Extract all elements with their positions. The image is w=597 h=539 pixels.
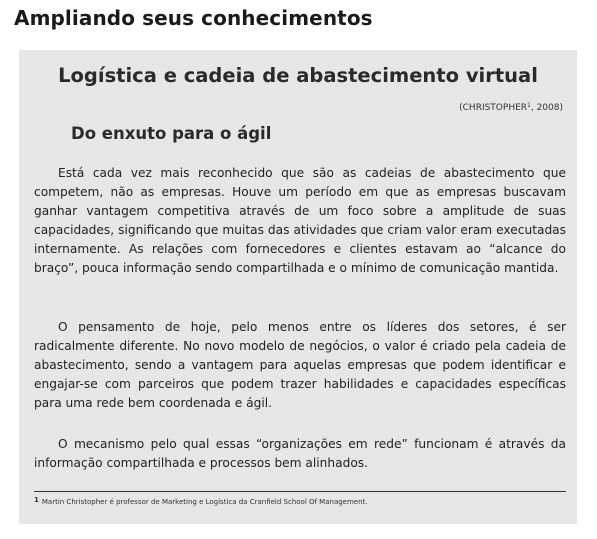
box-title: Logística e cadeia de abastecimento virtual <box>58 64 538 87</box>
footnote-text: Martin Christopher é professor de Marketing e Logística da Cranfield School Of Management. <box>41 498 368 506</box>
citation-author: (CHRISTOPHER <box>459 103 528 113</box>
paragraph-1: Está cada vez mais reconhecido que são as cadeias de abastecimento que competem, não as empresas. Houve um período em que as empresas buscavam ganhar vantagem competitiva através de um foco sobre a amplitude de suas capacidades, significando que muitas das atividades que criam valor eram executadas internamente. As relações com fornecedores e clientes estavam ao “alcance do braço”, pouca informação sendo compartilhada e o mínimo de comunicação mantida. <box>34 166 566 275</box>
subtitle: Do enxuto para o ágil <box>71 124 272 143</box>
paragraph-3: O mecanismo pelo qual essas “organizações em rede” funcionam é através da informação compartilhada e processos bem alinhados. <box>34 437 566 470</box>
footnote <box>34 496 368 506</box>
citation-footnote-ref: 1 <box>527 102 531 109</box>
citation <box>459 102 563 113</box>
footnote-number: 1 <box>34 496 39 504</box>
footnote-divider <box>34 491 566 492</box>
reading-box <box>19 50 577 524</box>
citation-year: , 2008) <box>530 103 563 113</box>
section-title: Ampliando seus conhecimentos <box>14 6 373 30</box>
paragraph-2: O pensamento de hoje, pelo menos entre os líderes dos setores, é ser radicalmente diferente. No novo modelo de negócios, o valor é criado pela cadeia de abastecimento, sendo a vantagem para aquelas empresas que podem identificar e engajar-se com parceiros que podem trazer habilidades e capacidades específicas para uma rede bem coordenada e ágil. <box>34 320 566 410</box>
